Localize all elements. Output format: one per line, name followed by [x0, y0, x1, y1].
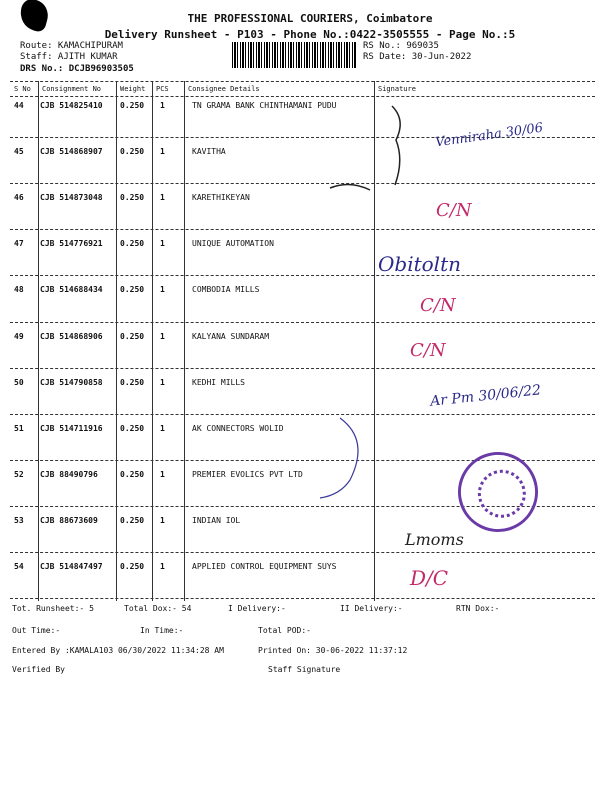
document-title: THE PROFESSIONAL COURIERS, Coimbatore — [187, 12, 433, 25]
col-consignment: Consignment No — [42, 85, 102, 93]
signature-45: Venniraha 30/06 — [434, 120, 545, 151]
cell-pcs: 1 — [160, 377, 165, 387]
cell-pcs: 1 — [160, 331, 165, 341]
signature-48: C/N — [420, 295, 456, 316]
verified-by: Verified By — [12, 665, 65, 674]
rs-number: RS No.: 969035 — [363, 41, 439, 51]
cell-pcs: 1 — [160, 193, 165, 203]
cell-sno: 44 — [14, 101, 24, 110]
printed-on: Printed On: 30-06-2022 11:37:12 — [258, 646, 408, 655]
total-pod: Total POD:- — [258, 626, 311, 635]
cell-weight: 0.250 — [120, 101, 145, 110]
cell-sno: 45 — [14, 147, 24, 157]
cell-pcs: 1 — [160, 101, 165, 110]
signature-46: C/N — [436, 200, 472, 221]
cell-weight: 0.250 — [120, 193, 145, 203]
cell-pcs: 1 — [160, 239, 165, 249]
total-dox: Total Dox:- 54 — [124, 604, 192, 613]
rtn-dox: RTN Dox:- — [456, 604, 500, 613]
tot-runsheet: Tot. Runsheet:- 5 — [12, 604, 94, 613]
cell-sno: 50 — [14, 377, 24, 387]
cell-weight: 0.250 — [120, 377, 145, 387]
cell-weight: 0.250 — [120, 331, 145, 341]
cell-sno: 52 — [14, 469, 24, 479]
cell-weight: 0.250 — [120, 423, 145, 433]
col-weight: Weight — [120, 85, 146, 93]
col-sno: S No — [14, 85, 31, 93]
entered-by: Entered By :KAMALA103 06/30/2022 11:34:28 AM — [12, 646, 224, 655]
col-consignee: Consignee Details — [188, 85, 260, 93]
cell-weight: 0.250 — [120, 285, 145, 295]
cell-cons: CJB 514688434 — [40, 285, 103, 295]
cell-sno: 53 — [14, 515, 24, 525]
cell-cons: CJB 514873048 — [40, 193, 103, 203]
cell-weight: 0.250 — [120, 147, 145, 157]
cell-consignee: KALYANA SUNDARAM — [192, 331, 270, 341]
cell-consignee: PREMIER EVOLICS PVT LTD — [192, 469, 303, 479]
out-time: Out Time:- — [12, 626, 61, 635]
cell-sno: 46 — [14, 193, 24, 203]
cell-pcs: 1 — [160, 515, 165, 525]
cell-pcs: 1 — [160, 469, 165, 479]
staff-signature: Staff Signature — [268, 665, 341, 674]
cell-pcs: 1 — [160, 562, 165, 571]
document-subtitle: Delivery Runsheet - P103 - Phone No.:0422-3505555 - Page No.:5 — [104, 28, 516, 41]
signature-50: Ar Pm 30/06/22 — [429, 382, 542, 410]
signature-47: Obitoltn — [378, 252, 461, 276]
cell-sno: 54 — [14, 562, 24, 571]
in-time: In Time:- — [140, 626, 184, 635]
cell-sno: 48 — [14, 285, 24, 295]
cell-sno: 47 — [14, 239, 24, 249]
cell-consignee: KARETHIKEYAN — [192, 193, 250, 203]
cell-consignee: AK CONNECTORS WOLID — [192, 423, 284, 433]
cell-cons: CJB 514868907 — [40, 147, 103, 157]
cell-cons: CJB 514868906 — [40, 331, 103, 341]
cell-pcs: 1 — [160, 147, 165, 157]
cell-cons: CJB 88673609 — [40, 515, 98, 525]
cell-consignee: KAVITHA — [192, 147, 226, 157]
cell-cons: CJB 514825410 — [40, 101, 103, 110]
cell-sno: 51 — [14, 423, 24, 433]
cell-consignee: TN GRAMA BANK CHINTHAMANI PUDU — [192, 101, 337, 110]
cell-cons: CJB 514790858 — [40, 377, 103, 387]
signature-53: Lmoms — [405, 530, 464, 549]
cell-pcs: 1 — [160, 285, 165, 295]
cell-weight: 0.250 — [120, 469, 145, 479]
i-delivery: I Delivery:- — [228, 604, 286, 613]
signature-54: D/C — [410, 566, 449, 590]
cell-pcs: 1 — [160, 423, 165, 433]
col-pcs: PCS — [156, 85, 169, 93]
signature-49: C/N — [410, 340, 446, 361]
cell-sno: 49 — [14, 331, 24, 341]
staff-label: Staff: AJITH KUMAR — [20, 52, 118, 62]
cell-cons: CJB 514711916 — [40, 423, 103, 433]
drs-number: DRS No.: DCJB96903505 — [20, 64, 134, 74]
cell-weight: 0.250 — [120, 562, 145, 571]
cell-consignee: INDIAN IOL — [192, 515, 241, 525]
cell-consignee: UNIQUE AUTOMATION — [192, 239, 274, 249]
cell-cons: CJB 514776921 — [40, 239, 103, 249]
cell-consignee: COMBODIA MILLS — [192, 285, 260, 295]
ii-delivery: II Delivery:- — [340, 604, 403, 613]
cell-cons: CJB 514847497 — [40, 562, 103, 571]
cell-consignee: KEDHI MILLS — [192, 377, 245, 387]
route-label: Route: KAMACHIPURAM — [20, 41, 123, 51]
rs-date: RS Date: 30-Jun-2022 — [363, 52, 472, 62]
cell-weight: 0.250 — [120, 239, 145, 249]
cell-cons: CJB 88490796 — [40, 469, 98, 479]
col-signature: Signature — [378, 85, 416, 93]
cell-consignee: APPLIED CONTROL EQUIPMENT SUYS — [192, 562, 337, 571]
cell-weight: 0.250 — [120, 515, 145, 525]
